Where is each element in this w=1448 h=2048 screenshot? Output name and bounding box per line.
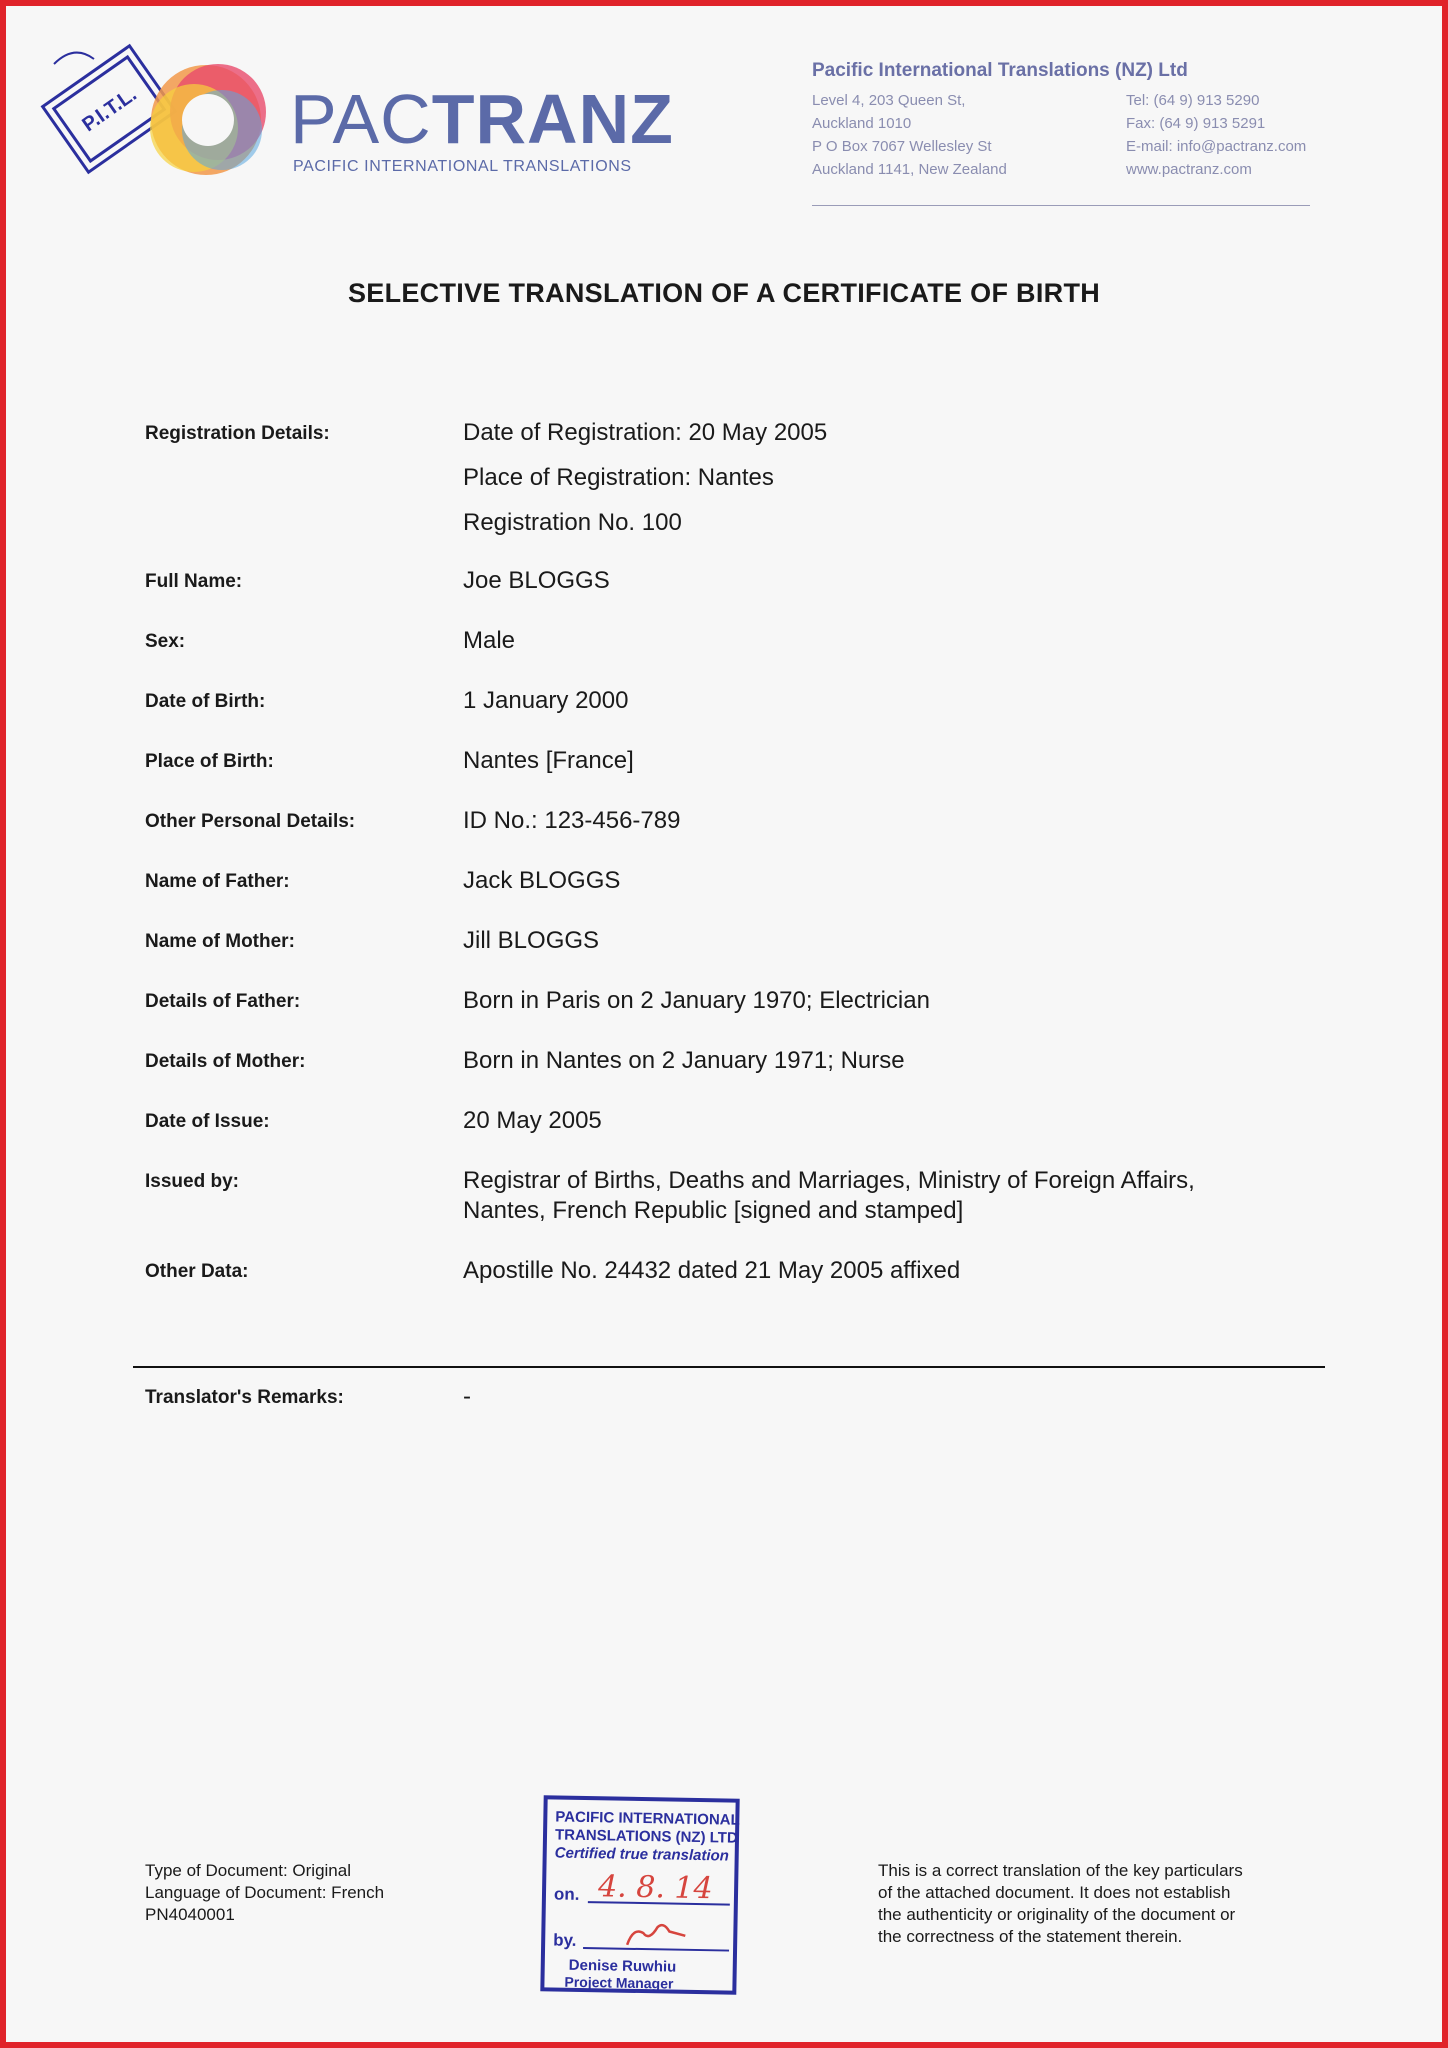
contact-line: Fax: (64 9) 913 5291 bbox=[1126, 115, 1266, 132]
field-label: Full Name: bbox=[145, 571, 243, 592]
field-value: Registration No. 100 bbox=[463, 509, 682, 536]
field-value: Jack BLOGGS bbox=[463, 867, 621, 894]
field-value: Joe BLOGGS bbox=[463, 567, 610, 594]
field-row-other-personal-details bbox=[145, 806, 1345, 836]
field-value: 20 May 2005 bbox=[463, 1107, 602, 1134]
field-row-date-of-issue bbox=[145, 1106, 1345, 1136]
stamp-line: PACIFIC INTERNATIONAL bbox=[555, 1808, 740, 1829]
field-label: Other Personal Details: bbox=[145, 811, 356, 832]
address-line: P O Box 7067 Wellesley St bbox=[812, 138, 992, 155]
certification-statement bbox=[878, 1860, 1338, 1948]
field-label: Date of Birth: bbox=[145, 691, 266, 712]
meta-line: Type of Document: Original bbox=[145, 1861, 351, 1880]
stamp-mark-text: P.I.T.L. bbox=[78, 83, 141, 137]
address-line: Level 4, 203 Queen St, bbox=[812, 92, 966, 109]
field-row-full-name bbox=[145, 566, 1345, 596]
field-value: Male bbox=[463, 627, 516, 654]
stamp-role: Project Manager bbox=[564, 1973, 674, 1992]
document-meta bbox=[145, 1860, 384, 1926]
address-line: Auckland 1010 bbox=[812, 115, 912, 132]
field-label: Name of Father: bbox=[145, 871, 290, 892]
stamp-name: Denise Ruwhiu bbox=[568, 1956, 677, 1976]
signature-icon bbox=[627, 1925, 685, 1946]
field-label: Sex: bbox=[145, 631, 186, 652]
field-row-details-of-father bbox=[145, 986, 1345, 1016]
remarks-divider bbox=[133, 1366, 1325, 1368]
field-label: Details of Mother: bbox=[145, 1051, 306, 1072]
field-row-name-of-mother bbox=[145, 926, 1345, 956]
field-value: Date of Registration: 20 May 2005 bbox=[463, 419, 828, 446]
meta-line: PN4040001 bbox=[145, 1905, 235, 1924]
company-name: Pacific International Translations (NZ) Ltd bbox=[812, 60, 1188, 81]
stamp-on-label: on. bbox=[553, 1884, 580, 1904]
field-label: Issued by: bbox=[145, 1171, 239, 1192]
field-value: Registrar of Births, Deaths and Marriages, Ministry of Foreign Affairs, bbox=[463, 1167, 1195, 1194]
meta-line: Language of Document: French bbox=[145, 1883, 385, 1902]
field-value: 1 January 2000 bbox=[463, 687, 629, 714]
brand-name bbox=[290, 80, 674, 158]
field-row-sex bbox=[145, 626, 1345, 656]
field-label: Name of Mother: bbox=[145, 931, 295, 952]
statement-line: the correctness of the statement therein. bbox=[878, 1927, 1183, 1946]
translator-remarks bbox=[145, 1382, 471, 1412]
field-value: Jill BLOGGS bbox=[463, 927, 600, 954]
header-divider bbox=[812, 205, 1310, 206]
field-label: Other Data: bbox=[145, 1261, 249, 1282]
field-row-registration bbox=[145, 418, 1345, 538]
field-value: Born in Paris on 2 January 1970; Electrician bbox=[463, 987, 930, 1014]
letterhead bbox=[0, 0, 1448, 210]
field-label: Details of Father: bbox=[145, 991, 301, 1012]
field-value: Born in Nantes on 2 January 1971; Nurse bbox=[463, 1047, 905, 1074]
field-value: Nantes, French Republic [signed and stamped] bbox=[463, 1197, 964, 1224]
field-label: Date of Issue: bbox=[145, 1111, 270, 1132]
field-row-other-data bbox=[145, 1256, 1345, 1286]
stamp-by-label: by. bbox=[553, 1930, 577, 1950]
field-label: Registration Details: bbox=[145, 423, 330, 444]
certification-stamp bbox=[540, 1795, 740, 1995]
address-line: Auckland 1141, New Zealand bbox=[812, 161, 1007, 178]
contact-line: www.pactranz.com bbox=[1126, 161, 1252, 178]
field-label: Place of Birth: bbox=[145, 751, 274, 772]
field-value: Nantes [France] bbox=[463, 747, 634, 774]
field-row-details-of-mother bbox=[145, 1046, 1345, 1076]
statement-line: the authenticity or originality of the document or bbox=[878, 1905, 1236, 1924]
stamp-line: TRANSLATIONS (NZ) LTD bbox=[554, 1826, 738, 1847]
contact-line: E-mail: info@pactranz.com bbox=[1126, 138, 1307, 155]
field-value: Apostille No. 24432 dated 21 May 2005 affixed bbox=[463, 1257, 961, 1284]
field-value: ID No.: 123-456-789 bbox=[463, 807, 681, 834]
remarks-value: - bbox=[463, 1383, 471, 1410]
statement-line: This is a correct translation of the key particulars bbox=[878, 1861, 1243, 1880]
field-value: Place of Registration: Nantes bbox=[463, 464, 774, 491]
field-row-place-of-birth bbox=[145, 746, 1345, 776]
stamp-line: Certified true translation bbox=[554, 1844, 730, 1865]
field-row-name-of-father bbox=[145, 866, 1345, 896]
field-row-issued-by bbox=[145, 1166, 1345, 1226]
brand-name-bold: TRANZ bbox=[431, 80, 674, 158]
document-title: SELECTIVE TRANSLATION OF A CERTIFICATE OF BIRTH bbox=[347, 278, 1101, 308]
field-row-date-of-birth bbox=[145, 686, 1345, 716]
remarks-label: Translator's Remarks: bbox=[145, 1387, 344, 1408]
brand-subtitle: PACIFIC INTERNATIONAL TRANSLATIONS bbox=[293, 158, 632, 175]
statement-line: of the attached document. It does not establish bbox=[878, 1883, 1231, 1902]
contact-line: Tel: (64 9) 913 5290 bbox=[1126, 92, 1260, 109]
certificate-fields bbox=[145, 418, 1345, 1286]
pactranz-logo-icon bbox=[138, 48, 278, 188]
stamp-date: 4. 8. 14 bbox=[597, 1869, 713, 1907]
brand-name-light: PAC bbox=[290, 80, 432, 158]
company-contact-block bbox=[812, 60, 1312, 178]
